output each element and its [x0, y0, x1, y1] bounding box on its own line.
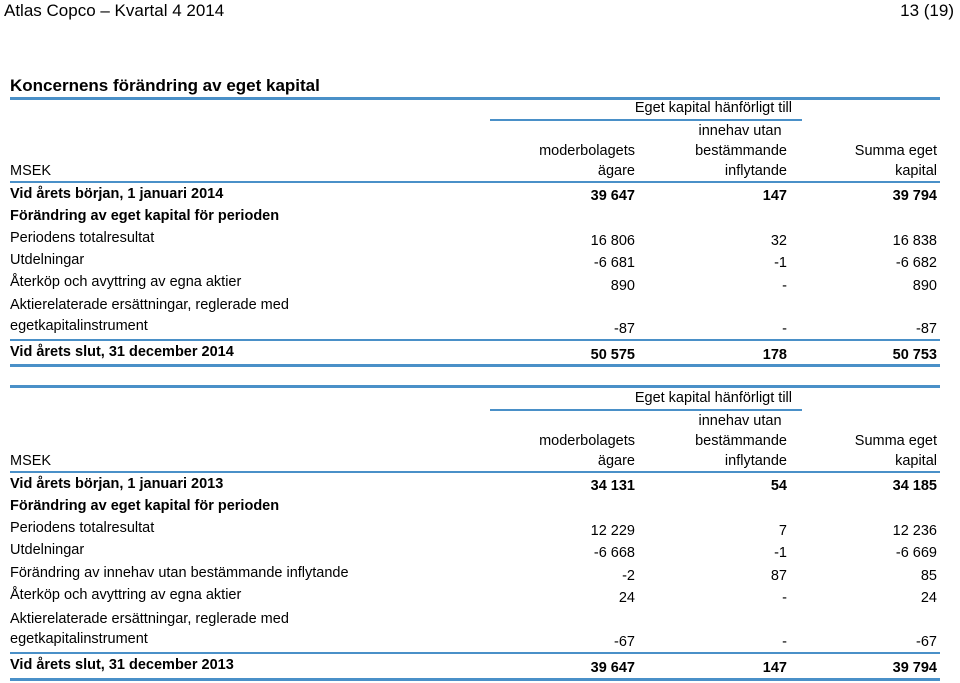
col1-header-line2: ägare — [597, 163, 635, 179]
table-row-label: Vid årets början, 1 januari 2013 — [10, 476, 224, 492]
table-cell: 50 575 — [590, 347, 635, 363]
table-cell: 16 838 — [892, 233, 937, 249]
table-cell: - — [782, 321, 787, 337]
table-row-label: Vid årets början, 1 januari 2014 — [10, 186, 224, 202]
table-row-label: Förändring av innehav utan bestämmande inflytande — [10, 565, 349, 581]
table-row-label: Utdelningar — [10, 252, 85, 268]
group-header-rule — [490, 119, 802, 121]
col3-header-line2: kapital — [895, 453, 937, 469]
group-header-rule — [490, 409, 802, 411]
col1-header-line1: moderbolagets — [539, 433, 635, 449]
table-row-label: Aktierelaterade ersättningar, reglerade med — [10, 611, 289, 627]
table-cell: 32 — [770, 233, 787, 249]
table-cell: 147 — [762, 660, 787, 676]
top-rule-2013 — [10, 385, 940, 388]
col3-header-line2: kapital — [895, 163, 937, 179]
table-cell: -67 — [614, 634, 635, 650]
table-cell: 50 753 — [892, 347, 937, 363]
table-cell: -67 — [916, 634, 937, 650]
table-cell: -1 — [774, 545, 787, 561]
table-cell: 147 — [762, 188, 787, 204]
table-row-label: Återköp och avyttring av egna aktier — [10, 587, 242, 603]
table-row-label: Vid årets slut, 31 december 2014 — [10, 344, 234, 360]
bottom-rule — [10, 678, 940, 681]
table-cell: 39 647 — [590, 188, 635, 204]
table-cell: 7 — [778, 523, 787, 539]
table-cell: 39 794 — [892, 188, 937, 204]
col2-header-line3: inflytande — [724, 453, 787, 469]
table-row-label: Förändring av eget kapital för perioden — [10, 498, 280, 514]
table-cell: 85 — [920, 568, 937, 584]
table-cell: 34 185 — [892, 478, 937, 494]
page-header — [0, 0, 960, 22]
table-row-label: Förändring av eget kapital för perioden — [10, 208, 280, 224]
col3-header-line1: Summa eget — [854, 143, 937, 159]
col2-header-line2: bestämmande — [695, 433, 787, 449]
table-cell: 54 — [770, 478, 787, 494]
table-row-label: Periodens totalresultat — [10, 230, 155, 246]
col2-header-line2: bestämmande — [695, 143, 787, 159]
table-cell: 12 236 — [892, 523, 937, 539]
group-header: Eget kapital hänförligt till — [634, 390, 792, 406]
page-number: 13 (19) — [900, 1, 954, 20]
section-rule — [10, 97, 940, 100]
table-cell: -1 — [774, 255, 787, 271]
table-cell: -6 681 — [593, 255, 635, 271]
col1-header-line1: moderbolagets — [539, 143, 635, 159]
total-rule — [10, 339, 940, 341]
total-rule — [10, 652, 940, 654]
col2-header-line3: inflytande — [724, 163, 787, 179]
header-rule — [10, 181, 940, 183]
table-row-label: Periodens totalresultat — [10, 520, 155, 536]
table-row-label: Aktierelaterade ersättningar, reglerade med — [10, 297, 289, 313]
table-cell: 39 647 — [590, 660, 635, 676]
table-cell: -87 — [614, 321, 635, 337]
col2-header-line1: innehav utan — [698, 123, 782, 139]
table-cell: 24 — [920, 590, 937, 606]
table-cell: -6 669 — [895, 545, 937, 561]
col2-header-line1: innehav utan — [698, 413, 782, 429]
table-cell: 24 — [618, 590, 635, 606]
table-cell: -6 682 — [895, 255, 937, 271]
col3-header-line1: Summa eget — [854, 433, 937, 449]
table-row-label: egetkapitalinstrument — [10, 631, 148, 647]
group-header: Eget kapital hänförligt till — [634, 100, 792, 116]
table-cell: 12 229 — [590, 523, 635, 539]
table-cell: 87 — [770, 568, 787, 584]
bottom-rule — [10, 364, 940, 367]
table-row-label: Vid årets slut, 31 december 2013 — [10, 657, 234, 673]
table-cell: 16 806 — [590, 233, 635, 249]
table-cell: - — [782, 634, 787, 650]
table-cell: -6 668 — [593, 545, 635, 561]
table-cell: 890 — [912, 278, 937, 294]
table-cell: -87 — [916, 321, 937, 337]
table-cell: 178 — [762, 347, 787, 363]
header-rule — [10, 471, 940, 473]
section-title: Koncernens förändring av eget kapital — [10, 76, 320, 95]
table-cell: 890 — [610, 278, 635, 294]
unit-label: MSEK — [10, 163, 52, 179]
report-title: Atlas Copco – Kvartal 4 2014 — [4, 1, 225, 20]
table-cell: 39 794 — [892, 660, 937, 676]
table-row-label: Återköp och avyttring av egna aktier — [10, 274, 242, 290]
table-cell: 34 131 — [590, 478, 635, 494]
table-cell: -2 — [622, 568, 635, 584]
table-cell: - — [782, 278, 787, 294]
table-row-label: egetkapitalinstrument — [10, 318, 148, 334]
table-cell: - — [782, 590, 787, 606]
table-row-label: Utdelningar — [10, 542, 85, 558]
unit-label: MSEK — [10, 453, 52, 469]
col1-header-line2: ägare — [597, 453, 635, 469]
